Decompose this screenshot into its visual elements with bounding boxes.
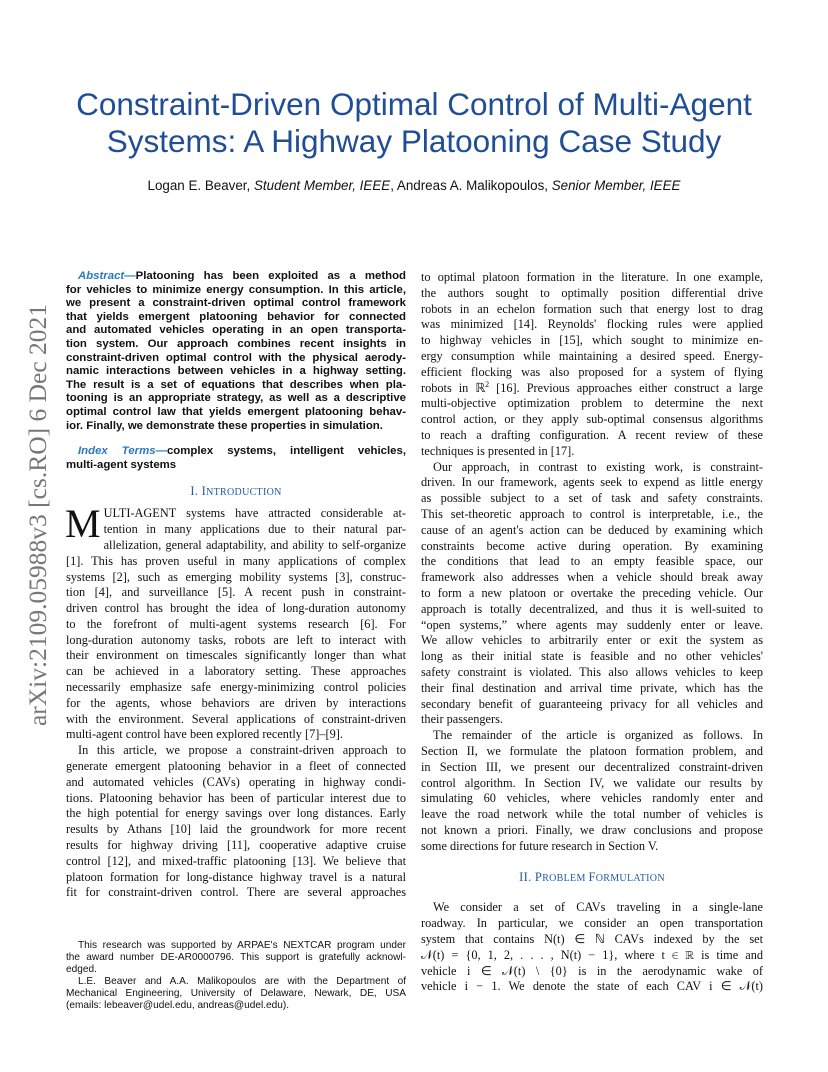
body-line: allelization, general adaptability, and ability to self-organize (103, 537, 406, 552)
body-line: driven control has brought the idea of long-duration autonomy (66, 601, 406, 616)
body-line: tion [4], and surveillance [5]. A recent push in constraint- (66, 585, 406, 600)
body-line: leave the road network while the total number of vehicles is (421, 807, 763, 822)
author-separator: , Andreas A. Malikopoulos, (390, 178, 552, 193)
body-line: In this article, we propose a constraint-driven approach to (78, 743, 406, 758)
abstract-line: we present a constraint-driven optimal control framework (66, 297, 406, 310)
body-line: We consider a set of CAVs traveling in a single-lane (433, 900, 763, 915)
abstract-line: The result is a set of equations that describes when pla- (66, 378, 406, 391)
section-heading-introduction: I. INTRODUCTION (190, 484, 282, 499)
body-line: to highway vehicles in [15], which sought to minimize en- (421, 333, 763, 348)
right-paragraph-4 (421, 900, 763, 995)
footnote-line: the award number DE-AR0000796. This support is gratefully acknowl- (66, 952, 406, 963)
body-line: Section II, we formulate the platoon formation problem, and (421, 743, 763, 758)
body-line: in Section III, we present our decentralized constraint-driven (421, 759, 763, 774)
body-line: generate emergent platooning behavior in a fleet of connected (66, 759, 406, 774)
body-line: necessarily emphasize safe energy-minimizing control policies (66, 680, 406, 695)
body-line: multi-agent control have been explored recently [7]–[9]. (66, 727, 343, 742)
body-line: ULTI-AGENT systems have attracted considerable at- (103, 506, 406, 521)
body-line: was minimized [14]. Reynolds' flocking rules were applied (421, 317, 763, 332)
body-line: control action, or they apply sub-optimal consensus algorithms (421, 412, 763, 427)
body-line: and automated vehicles (CAVs) operating in highway condi- (66, 774, 406, 789)
body-line: for the agents, whose behaviors are driven by interactions (66, 695, 406, 710)
body-line: to optimal platoon formation in the literature. In one example, (421, 270, 763, 284)
body-line: ergy consumption while maintaining a desired speed. Energy- (421, 348, 763, 363)
right-paragraph-1 (421, 270, 763, 460)
author-2-role: Senior Member, IEEE (551, 178, 681, 193)
body-line: results by Athans [10] laid the groundwork for more recent (66, 822, 406, 837)
body-line: can be achieved in a laboratory setting. These approaches (66, 664, 406, 679)
body-line: with the environment. Several applications of constraint-driven (66, 711, 406, 726)
title-line-1: Constraint-Driven Optimal Control of Multi-Agent (76, 86, 752, 122)
body-line: tions. Platooning behavior has been of particular interest due to (66, 790, 406, 805)
abstract-line: constraint-driven optimal control with the physical aerody- (66, 351, 406, 364)
body-line: framework also addresses when a vehicle should break away (421, 570, 763, 585)
body-line: some directions for future research in Section V. (421, 838, 659, 853)
body-line: systems [2], such as emerging mobility systems [3], construc- (66, 569, 406, 584)
abstract-line: Abstract—Platooning has been exploited as a method (78, 270, 406, 282)
body-line: to the forefront of multi-agent systems research [6]. For (66, 616, 406, 631)
body-line: their final destination and arrival time private, which has the (421, 680, 763, 695)
body-line: long-duration autonomy tasks, robots are left to interact with (66, 632, 406, 647)
body-line: long as their initial state is feasible and no other vehicles' (421, 649, 763, 664)
body-line: to form a new platoon or overtake the preceding vehicle. Our (421, 585, 763, 600)
author-1-role: Student Member, IEEE (253, 178, 391, 193)
footnote-line: (emails: lebeaver@udel.edu, andreas@udel.edu). (66, 1000, 290, 1011)
body-line: the authors sought to optimally position differential drive (421, 285, 763, 300)
footnote-line: This research was supported by ARPAE's NEXTCAR program under (78, 940, 406, 951)
body-line: approach is totally decentralized, and thus it is well-suited to (421, 601, 763, 616)
body-line: results for highway driving [11], cooperative adaptive cruise (66, 838, 406, 853)
left-column (66, 270, 406, 901)
body-line: multi-objective optimization problem to determine the next (421, 396, 763, 411)
author-line (40, 178, 788, 193)
abstract-line: tooning is an appropriate strategy, as well as a descriptive (66, 392, 406, 405)
body-line: their passengers. (421, 712, 503, 727)
abstract-label: Abstract— (78, 270, 136, 282)
abstract (66, 270, 406, 472)
footnote-line: Mechanical Engineering, University of Delaware, Newark, DE, USA (66, 988, 406, 999)
arxiv-identifier (20, 270, 56, 760)
body-line: fit for constraint-driven control. There are several approaches (66, 885, 406, 900)
body-line: We allow vehicles to arbitrarily enter or exit the system as (421, 633, 763, 648)
body-line: driven. In our framework, agents seek to expend as little energy (421, 475, 763, 490)
right-paragraph-3 (421, 728, 763, 854)
body-line: vehicle i − 1. We denote the state of each CAV i ∈ 𝒩(t) (421, 979, 763, 994)
abstract-line: that yields emergent platooning behavior for connected (66, 310, 406, 323)
body-line: Our approach, in contrast to existing work, is constraint- (433, 459, 763, 474)
drop-cap: M (65, 501, 101, 547)
abstract-line: and automated vehicles operating in an open transporta- (66, 324, 406, 337)
title-line-2: Systems: A Highway Platooning Case Study (106, 123, 722, 159)
body-line: safety constraint is violated. This also allows vehicles to keep (421, 664, 763, 679)
abstract-line: for vehicles to minimize energy consumption. In this article, (66, 283, 406, 296)
section-heading-problem-formulation: II. PROBLEM FORMULATION (519, 870, 665, 885)
footnote (66, 940, 406, 1012)
abstract-line: tion system. Our approach combines recent insights in (66, 337, 406, 350)
body-line: cause of an agent's action can be deduced by examining which (421, 522, 763, 537)
body-line: constraints become active during operation. By examining (421, 538, 763, 553)
body-line: as possible subject to a set of task and safety constraints. (421, 491, 763, 506)
body-line: the conditions that lead to an empty feasible space, our (421, 554, 763, 569)
body-line: system that contains N(t) ∈ ℕ CAVs indexed by the set (421, 932, 763, 947)
body-line: to reach a drafting configuration. A recent review of these (421, 427, 763, 442)
paper-title (40, 86, 788, 160)
body-line: control algorithm. In Section IV, we validate our results by (421, 775, 763, 790)
author-1: Logan E. Beaver, (147, 178, 254, 193)
body-line: the high potential for energy savings over long distances. Early (66, 806, 406, 821)
body-line: This set-theoretic approach to control is interpretable, i.e., the (421, 506, 763, 521)
intro-paragraph-1 (65, 501, 406, 743)
right-paragraph-2 (421, 460, 763, 729)
body-line: secondary benefit of guaranteeing privacy for all vehicles and (421, 696, 763, 711)
body-line: not known a priori. Finally, we draw conclusions and propose (421, 822, 763, 837)
body-line: roadway. In particular, we consider an open transportation (421, 916, 763, 931)
body-line: “open systems,” where agents may suddenly enter or leave. (421, 617, 763, 632)
index-terms-line: multi-agent systems (66, 458, 177, 471)
intro-paragraph-2 (66, 743, 406, 901)
abstract-line: ior. Finally, we demonstrate these properties in simulation. (66, 419, 383, 432)
footnote-line: L.E. Beaver and A.A. Malikopoulos are with the Department of (78, 976, 406, 987)
body-line: robots in ℝ$^2$ [16]. Previous approaches either construct a large (421, 379, 763, 395)
body-line: vehicle i ∈ 𝒩(t) \ {0} is in the aerodynamic wake of (421, 963, 763, 978)
body-line: control [12], and mixed-traffic platooning [13]. We believe that (66, 853, 406, 868)
body-line: The remainder of the article is organized as follows. In (433, 728, 763, 743)
abstract-line: namic interactions between vehicles in a highway setting. (66, 365, 406, 378)
body-line: simulating 60 vehicles, where vehicles randomly enter and (421, 791, 763, 806)
body-line: efficient flocking was also proposed for a system of flying (421, 364, 763, 379)
arxiv-id-text: arXiv:2109.05988v3 [cs.RO] 6 Dec 2021 (23, 303, 52, 727)
body-line: [1]. This has proven useful in many applications of complex (66, 553, 406, 568)
body-line: platoon formation for long-distance highway travel is a natural (66, 869, 406, 884)
body-line: robots in an echelon formation such that energy lost to drag (421, 301, 763, 316)
abstract-line: optimal control law that yields emergent platooning behav- (66, 405, 406, 418)
index-terms-line: Index Terms—complex systems, intelligent vehicles, (78, 445, 407, 458)
body-line: techniques is presented in [17]. (421, 443, 575, 458)
right-column (421, 270, 763, 995)
footnote-line: edged. (66, 964, 97, 975)
body-line: 𝒩(t) = {0, 1, 2, . . . , N(t) − 1}, where t ∈ ℝ is time and (421, 947, 763, 962)
index-terms-label: Index Terms— (78, 445, 167, 458)
body-line: tention in many applications due to their natural par- (103, 522, 406, 537)
body-line: their environment on timescales significantly longer than what (66, 648, 406, 663)
